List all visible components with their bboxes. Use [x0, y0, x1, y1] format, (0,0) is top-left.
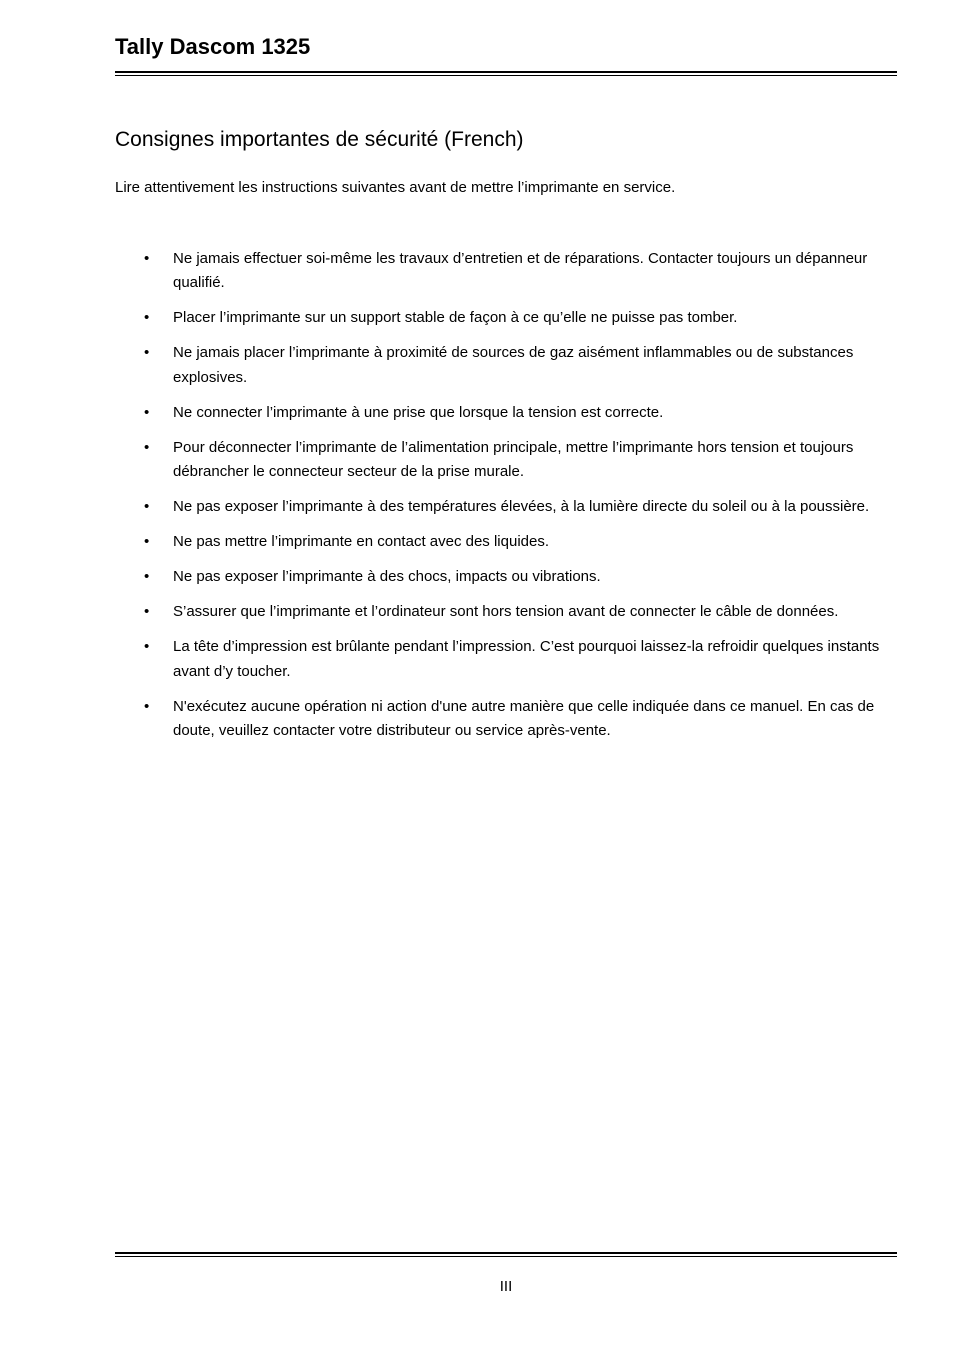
- list-item: [0, 495, 889, 519]
- list-item: [0, 695, 889, 744]
- bullet-icon: •: [144, 250, 150, 267]
- bullet-icon: •: [144, 568, 150, 586]
- list-item: [0, 530, 889, 554]
- list-item-text: Ne jamais effectuer soi-même les travaux d’entretien et de réparations. Contacter toujours un dépanneur qualifié.: [173, 250, 868, 292]
- list-item: [0, 247, 889, 296]
- bullet-icon: •: [144, 533, 150, 551]
- bullet-icon: •: [144, 638, 150, 656]
- list-item: [0, 565, 889, 589]
- bullet-icon: •: [144, 697, 150, 715]
- list-item-text: La tête d’impression est brûlante pendant l’impression. C’est pourquoi laissez-la refroidir quelques instants avant d’y toucher.: [173, 638, 880, 680]
- list-item-text: Ne jamais placer l’imprimante à proximité de sources de gaz aisément inflammables ou de substances explosives.: [173, 344, 854, 386]
- footer-divider: [115, 1252, 897, 1257]
- section-heading: Consignes importantes de sécurité (French): [115, 128, 524, 151]
- list-item-text: N'exécutez aucune opération ni action d'une autre manière que celle indiquée dans ce manuel. En cas de doute, veuillez contacter votre distributeur ou service après-vente.: [173, 697, 875, 740]
- page-number: III: [499, 1278, 513, 1295]
- list-item: [0, 306, 889, 330]
- list-item: [0, 436, 889, 485]
- document-header-title: Tally Dascom 1325: [115, 34, 311, 59]
- list-item-text: Ne connecter l’imprimante à une prise que lorsque la tension est correcte.: [173, 403, 664, 421]
- bullet-icon: •: [144, 309, 150, 327]
- list-item: [0, 341, 889, 390]
- bullet-icon: •: [144, 344, 150, 362]
- bullet-icon: •: [144, 403, 150, 421]
- list-item: [0, 600, 889, 624]
- bullet-icon: •: [144, 498, 150, 516]
- list-item-text: Pour déconnecter l’imprimante de l’alimentation principale, mettre l’imprimante hors tension et toujours débrancher le connecteur secteur de la prise murale.: [173, 438, 854, 481]
- header-divider: [115, 71, 897, 76]
- intro-paragraph: Lire attentivement les instructions suivantes avant de mettre l’imprimante en service.: [115, 179, 676, 196]
- list-item-text: S’assurer que l’imprimante et l’ordinateur sont hors tension avant de connecter le câble de données.: [173, 603, 839, 621]
- list-item-text: Ne pas mettre l’imprimante en contact avec des liquides.: [173, 533, 550, 551]
- list-item-text: Placer l’imprimante sur un support stable de façon à ce qu’elle ne puisse pas tomber.: [173, 309, 738, 327]
- bullet-icon: •: [144, 603, 150, 621]
- list-item: [0, 401, 889, 425]
- safety-instructions-list: [0, 247, 954, 754]
- list-item-text: Ne pas exposer l’imprimante à des températures élevées, à la lumière directe du soleil ou à la poussière.: [173, 498, 870, 516]
- bullet-icon: •: [144, 438, 150, 456]
- list-item: [0, 635, 889, 684]
- list-item-text: Ne pas exposer l’imprimante à des chocs, impacts ou vibrations.: [173, 568, 601, 586]
